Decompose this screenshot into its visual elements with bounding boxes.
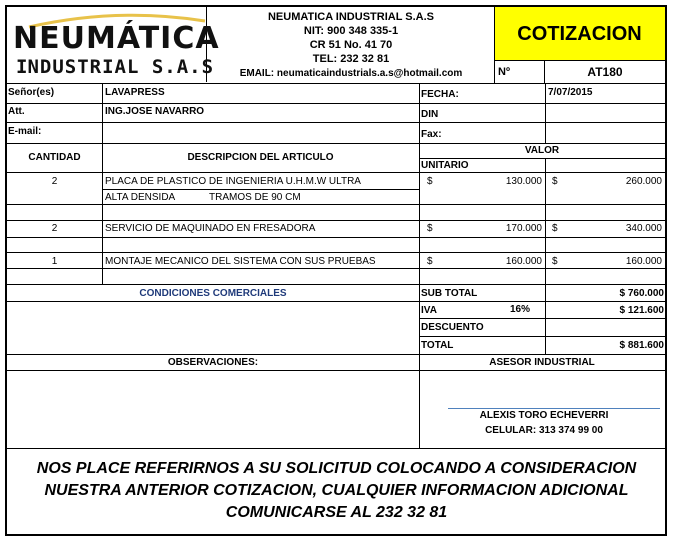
footer-line-2: NUESTRA ANTERIOR COTIZACION, CUALQUIER INFORMACION ADICIONAL — [44, 482, 629, 499]
fax-label: Fax: — [421, 129, 442, 140]
number-label: Nº — [498, 66, 510, 78]
company-address: CR 51 No. 41 70 — [309, 39, 393, 51]
item-1-unit: 130.000 — [505, 176, 542, 187]
email-label: E-mail: — [8, 126, 42, 137]
total-value: $ 881.600 — [619, 340, 664, 351]
fecha-label: FECHA: — [421, 89, 459, 100]
header-cantidad: CANTIDAD — [28, 152, 81, 163]
logo-line1: NEUMÁTICA — [13, 21, 220, 56]
company-email: EMAIL: neumaticaindustrials.a.s@hotmail.com — [239, 68, 463, 79]
descuento-label: DESCUENTO — [421, 322, 484, 333]
iva-value: $ 121.600 — [619, 305, 664, 316]
signature-line — [448, 408, 660, 409]
logo — [7, 7, 220, 82]
senor-label: Señor(es) — [8, 87, 55, 98]
footer-line-1: NOS PLACE REFERIRNOS A SU SOLICITUD COLOCANDO A CONSIDERACION — [36, 460, 637, 477]
company-tel: TEL: 232 32 81 — [312, 53, 390, 65]
item-2-total: 340.000 — [625, 223, 662, 234]
item-1-desc-2a: ALTA DENSIDA — [105, 192, 176, 203]
item-3-unit-currency: $ — [427, 256, 433, 267]
iva-percent: 16% — [510, 304, 531, 315]
item-2-desc: SERVICIO DE MAQUINADO EN FRESADORA — [105, 223, 316, 234]
asesor-name: ALEXIS TORO ECHEVERRI — [479, 410, 609, 421]
item-3-desc: MONTAJE MECANICO DEL SISTEMA CON SUS PRUEBAS — [105, 256, 376, 267]
footer-line-3: COMUNICARSE AL 232 32 81 — [225, 504, 448, 521]
item-3-qty: 1 — [51, 256, 58, 267]
item-1-desc: PLACA DE PLASTICO DE INGENIERIA U.H.M.W ULTRA — [105, 176, 361, 187]
logo-line2: INDUSTRIAL S.A.S — [16, 56, 215, 78]
header-unitario: UNITARIO — [421, 160, 469, 171]
item-1-total: 260.000 — [625, 176, 662, 187]
company-nit: NIT: 900 348 335-1 — [303, 25, 399, 37]
attention-name: ING.JOSE NAVARRO — [105, 106, 205, 117]
item-1-qty: 2 — [51, 176, 58, 187]
quote-number: AT180 — [587, 65, 623, 79]
document-frame — [5, 5, 667, 536]
subtotal-value: $ 760.000 — [619, 288, 664, 299]
item-1-unit-currency: $ — [427, 176, 433, 187]
item-2-qty: 2 — [51, 223, 58, 234]
iva-label: IVA — [421, 305, 437, 316]
quote-date: 7/07/2015 — [548, 87, 593, 98]
item-3-unit: 160.000 — [505, 256, 542, 267]
item-3-total: 160.000 — [625, 256, 662, 267]
item-3-total-currency: $ — [552, 256, 558, 267]
conditions-label: CONDICIONES COMERCIALES — [139, 288, 287, 299]
observaciones-label: OBSERVACIONES: — [167, 357, 259, 368]
item-2-unit: 170.000 — [505, 223, 542, 234]
asesor-label: ASESOR INDUSTRIAL — [489, 357, 595, 368]
din-label: DIN — [421, 109, 439, 120]
document-title: COTIZACION — [517, 23, 642, 45]
item-1-total-currency: $ — [552, 176, 558, 187]
total-label: TOTAL — [421, 340, 454, 351]
item-2-total-currency: $ — [552, 223, 558, 234]
item-1-desc-2b: TRAMOS DE 90 CM — [209, 192, 301, 203]
item-2-unit-currency: $ — [427, 223, 433, 234]
att-label: Att. — [8, 106, 25, 117]
subtotal-label: SUB TOTAL — [421, 288, 478, 299]
client-name: LAVAPRESS — [105, 87, 165, 98]
header-descripcion: DESCRIPCION DEL ARTICULO — [187, 152, 334, 163]
header-valor: VALOR — [524, 145, 560, 156]
asesor-phone: CELULAR: 313 374 99 00 — [485, 425, 603, 436]
company-name: NEUMATICA INDUSTRIAL S.A.S — [267, 11, 435, 23]
